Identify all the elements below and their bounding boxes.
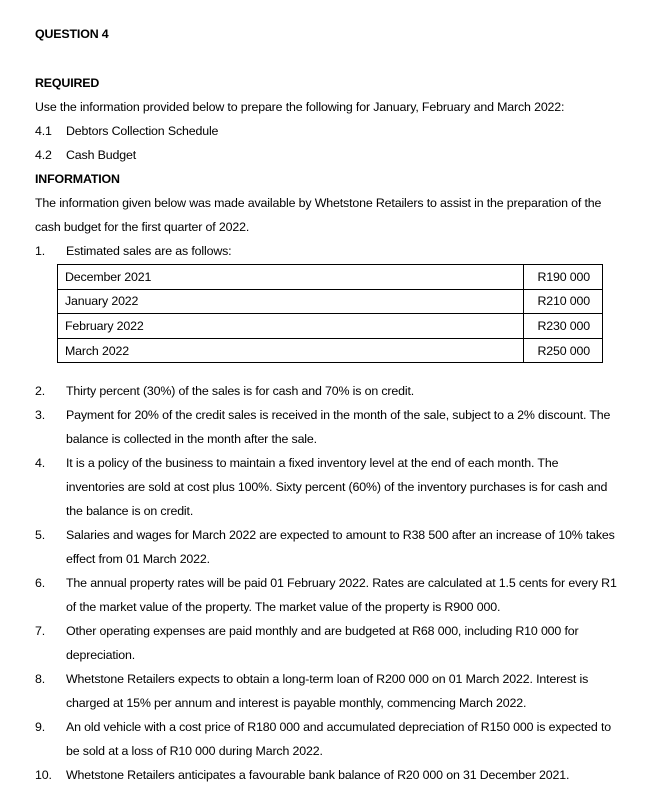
table-row <box>58 265 603 290</box>
item-text-line: Thirty percent (30%) of the sales is for cash and 70% is on credit. <box>66 384 415 398</box>
required-item-text: Debtors Collection Schedule <box>66 124 219 138</box>
item-number: 8. <box>35 672 46 686</box>
item-number: 4. <box>35 456 46 470</box>
item-number: 7. <box>35 624 46 638</box>
sales-amount-cell: R250 000 <box>524 338 603 363</box>
item-number: 10. <box>35 768 52 782</box>
sales-amount-cell: R230 000 <box>524 314 603 339</box>
table-row <box>58 338 603 363</box>
item-text-line: inventories are sold at cost plus 100%. Sixty percent (60%) of the inventory purchases is for cash and <box>66 480 608 494</box>
item-number: 9. <box>35 720 46 734</box>
sales-month-cell: January 2022 <box>58 289 524 314</box>
item-number: 5. <box>35 528 46 542</box>
item-text-line: Payment for 20% of the credit sales is received in the month of the sale, subject to a 2% discount. The <box>66 408 611 422</box>
information-intro-line: The information given below was made available by Whetstone Retailers to assist in the preparation of the <box>35 196 602 210</box>
question-title: QUESTION 4 <box>35 27 109 41</box>
sales-month-cell: March 2022 <box>58 338 524 363</box>
sales-month-cell: February 2022 <box>58 314 524 339</box>
required-item-number: 4.2 <box>35 148 52 162</box>
information-intro-line: cash budget for the first quarter of 2022. <box>35 220 250 234</box>
item-text: Estimated sales are as follows: <box>66 244 232 258</box>
item-text-line: balance is collected in the month after the sale. <box>66 432 317 446</box>
item-text-line: of the market value of the property. The market value of the property is R900 000. <box>66 600 501 614</box>
required-item-number: 4.1 <box>35 124 52 138</box>
item-text-line: depreciation. <box>66 648 135 662</box>
estimated-sales-table <box>57 264 603 363</box>
item-text-line: Whetstone Retailers expects to obtain a long-term loan of R200 000 on 01 March 2022. Interest is <box>66 672 589 686</box>
item-text-line: Other operating expenses are paid monthly and are budgeted at R68 000, including R10 000 for <box>66 624 579 638</box>
item-number: 1. <box>35 244 46 258</box>
item-text-line: Salaries and wages for March 2022 are expected to amount to R38 500 after an increase of 10% takes <box>66 528 615 542</box>
item-number: 2. <box>35 384 46 398</box>
item-text-line: Whetstone Retailers anticipates a favourable bank balance of R20 000 on 31 December 2021. <box>66 768 570 782</box>
sales-amount-cell: R190 000 <box>524 265 603 290</box>
information-heading: INFORMATION <box>35 172 120 186</box>
table-row <box>58 314 603 339</box>
required-item-text: Cash Budget <box>66 148 136 162</box>
required-heading: REQUIRED <box>35 76 100 90</box>
item-number: 3. <box>35 408 46 422</box>
item-text-line: An old vehicle with a cost price of R180 000 and accumulated depreciation of R150 000 is expected to <box>66 720 611 734</box>
table-row <box>58 289 603 314</box>
item-text-line: It is a policy of the business to maintain a fixed inventory level at the end of each month. The <box>66 456 559 470</box>
required-intro: Use the information provided below to prepare the following for January, February and March 2022: <box>35 100 565 114</box>
sales-amount-cell: R210 000 <box>524 289 603 314</box>
item-text-line: effect from 01 March 2022. <box>66 552 210 566</box>
item-text-line: charged at 15% per annum and interest is payable monthly, commencing March 2022. <box>66 696 527 710</box>
sales-month-cell: December 2021 <box>58 265 524 290</box>
item-text-line: The annual property rates will be paid 01 February 2022. Rates are calculated at 1.5 cents for every R1 <box>66 576 617 590</box>
item-text-line: be sold at a loss of R10 000 during March 2022. <box>66 744 323 758</box>
item-number: 6. <box>35 576 46 590</box>
item-text-line: the balance is on credit. <box>66 504 194 518</box>
